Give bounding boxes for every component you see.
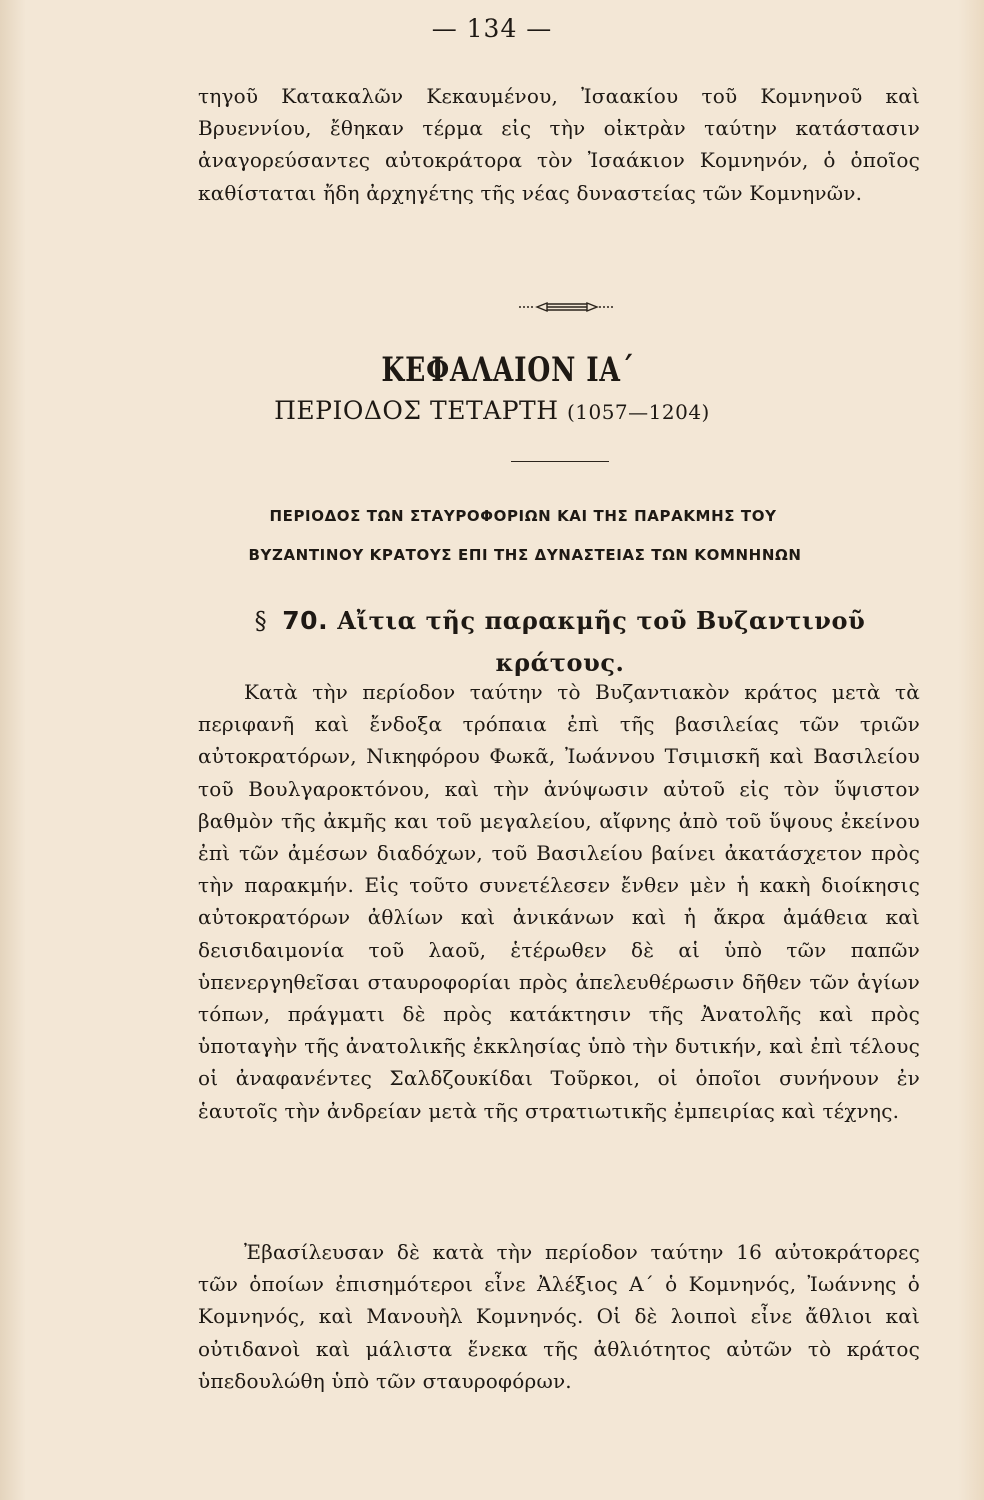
period-dates: (1057—1204) — [566, 400, 710, 424]
body-paragraph-2: Ἐβασίλευσαν δὲ κατὰ τὴν περίοδον ταύτην 16 αὐτοκράτορες τῶν ὁποίων ἐπισημότεροι εἶνε Ἀλέξιος Α΄ ὁ Κομνηνός, Ἰωάννης ὁ Κομνηνός, καὶ Μανουὴλ Κομνηνός. Οἱ δὲ λοιποὶ εἶνε ἄθλιοι καὶ οὐτιδανοὶ καὶ μάλιστα ἕνεκα τῆς ἀθλιότητος αὐτῶν τὸ κράτος ὑπεδουλώθη ὑπὸ τῶν σταυροφόρων. — [198, 1240, 920, 1393]
heading-rule — [511, 461, 609, 462]
section-title: Αἴτια τῆς παρακμῆς τοῦ Βυζαντινοῦ κράτους. — [337, 606, 866, 677]
page-shadow-right — [958, 0, 984, 1500]
period-heading — [0, 396, 984, 425]
continued-paragraph: τηγοῦ Κατακαλῶν Κεκαυμένου, Ἰσαακίου τοῦ Κομνηνοῦ καὶ Βρυεννίου, ἔθηκαν τέρμα εἰς τὴν οἰκτρὰν ταύτην κατάστασιν ἀναγορεύσαντες αὐτοκράτορα τὸν Ἰσαάκιον Κομνηνόν, ὁ ὁποῖος καθίσταται ἤδη ἀρχηγέτης τῆς νέας δυναστείας τῶν Κομνηνῶν. — [198, 84, 920, 205]
period-subheading-line-2: ΒΥΖΑΝΤΙΝΟΥ ΚΡΑΤΟΥΣ ΕΠΙ ΤΗΣ ΔΥΝΑΣΤΕΙΑΣ ΤΩΝ ΚΟΜΝΗΝΩΝ — [248, 546, 802, 564]
section-symbol: § — [254, 607, 268, 635]
page-number: — 134 — — [431, 14, 553, 43]
period-subheading-line-1: ΠΕΡΙΟΔΟΣ ΤΩΝ ΣΤΑΥΡΟΦΟΡΙΩΝ ΚΑΙ ΤΗΣ ΠΑΡΑΚΜΗΣ ΤΟΥ — [269, 507, 777, 525]
period-name: ΠΕΡΙΟΔΟΣ ΤΕΤΑΡΤΗ — [274, 396, 559, 425]
section-heading — [230, 600, 890, 684]
body-paragraph-1: Κατὰ τὴν περίοδον ταύτην τὸ Βυζαντιακὸν κράτος μετὰ τὰ περιφανῆ καὶ ἔνδοξα τρόπαια ἐπὶ τῆς βασιλείας τῶν τριῶν αὐτοκρατόρων, Νικηφόρου Φωκᾶ, Ἰωάννου Τσιμισκῆ καὶ Βασιλείου τοῦ Βουλγαροκτόνου, καὶ τὴν ἀνύψωσιν αὐτοῦ εἰς τὸν ὕψιστον βαθμὸν τῆς ἀκμῆς και τοῦ μεγαλείου, αἴφνης ἀπὸ τοῦ ὕψους ἐκείνου ἐπὶ τῶν ἀμέσων διαδόχων, τοῦ Βασιλείου βαίνει ἀκατάσχετον πρὸς τὴν παρακμήν. Εἰς τοῦτο συνετέλεσεν ἔνθεν μὲν ἡ κακὴ διοίκησις αὐτοκρατόρων ἀθλίων καὶ ἀνικάνων καὶ ἡ ἄκρα ἀμάθεια καὶ δεισιδαιμονία τοῦ λαοῦ, ἑτέρωθεν δὲ αἱ ὑπὸ τῶν παπῶν ὑπενεργηθεῖσαι σταυροφορίαι πρὸς ἀπελευθέρωσιν δῆθεν τῶν ἁγίων τόπων, πράγματι δὲ πρὸς κατάκτησιν τῆς Ἀνατολῆς καὶ πρὸς ὑποταγὴν τῆς ἀνατολικῆς ἐκκλησίας ὑπὸ τὴν δυτικήν, καὶ ἐπὶ τέλους οἱ ἀναφανέντες Σαλδζουκίδαι Τοῦρκοι, οἱ ὁποῖοι συνήνουν ἐν ἑαυτοῖς τὴν ἀνδρείαν μετὰ τῆς στρατιωτικῆς ἐμπειρίας καὶ τέχνης. — [198, 680, 920, 1123]
page-shadow-left — [0, 0, 26, 1500]
section-number: 70. — [282, 606, 329, 635]
chapter-title: ΚΕΦΑΛΑΙΟΝ ΙΑ΄ — [381, 350, 635, 390]
ornament-divider-icon — [517, 300, 617, 314]
